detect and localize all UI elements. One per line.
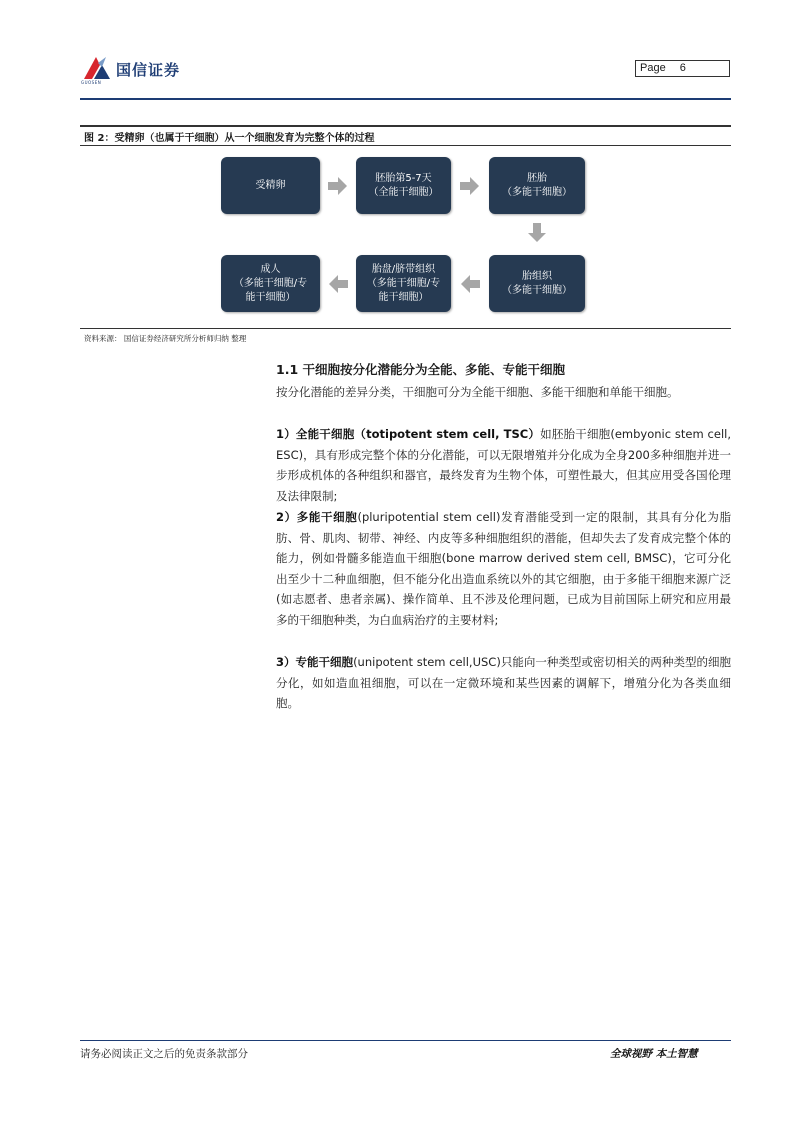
flow-box-line: （多能干细胞/专 xyxy=(366,277,441,289)
paragraph-unipotent xyxy=(276,652,731,714)
paragraph-body: (pluripotential stem cell)发育潜能受到一定的限制，其具有分化为脂肪、骨、肌肉、韧带、神经、内皮等多种细胞组织的潜能，但却失去了发育成完整个体的能力，例如骨髓多能造血干细胞(bone marrow derived stem cell, BMSC)，它可分化出至少十二种血细胞，但不能分化出造血系统以外的其它细胞，由于多能干细胞来源广泛(如志愿者、患者亲属)、操作简单、且不涉及伦理问题，已成为目前国际上研究和应用最多的干细胞种类，为白血病治疗的主要材料; xyxy=(276,510,731,627)
flow-box-line: 能干细胞） xyxy=(378,291,429,303)
arrow-right-icon xyxy=(328,176,348,196)
flow-box-line: 能干细胞） xyxy=(245,291,296,303)
arrow-down-icon xyxy=(527,223,547,243)
footer-rule xyxy=(80,1040,731,1041)
flow-box-line: （多能干细胞） xyxy=(502,284,572,296)
page-indicator xyxy=(635,60,730,77)
flow-box-line: （多能干细胞） xyxy=(502,186,572,198)
flow-box-zygote xyxy=(221,157,320,214)
logo-name-en: GUOSEN xyxy=(81,80,102,85)
paragraph-pluripotent xyxy=(276,507,731,630)
arrow-left-icon xyxy=(328,274,348,294)
footer-slogan: 全球视野 本土智慧 xyxy=(610,1048,698,1060)
flow-box-fetal-tissue xyxy=(489,255,585,312)
flow-box-line: 成人 xyxy=(260,263,281,275)
flow-box-adult xyxy=(221,255,320,312)
page-number: 6 xyxy=(679,62,686,74)
intro-paragraph: 按分化潜能的差异分类，干细胞可分为全能干细胞、多能干细胞和单能干细胞。 xyxy=(276,385,679,399)
flow-box-line: （全能干细胞） xyxy=(368,186,439,198)
logo-name: 国信证券 xyxy=(116,61,181,79)
flow-box-embryo xyxy=(489,157,585,214)
flow-box-line: 胎组织 xyxy=(522,270,552,282)
guosen-logo-icon xyxy=(82,55,112,81)
paragraph-totipotent xyxy=(276,424,731,506)
flow-box-placenta-cord xyxy=(356,255,451,312)
figure-source: 资料来源： 国信证券经济研究所分析师归纳 整理 xyxy=(84,334,247,343)
flow-box-line: 胚胎 xyxy=(527,172,547,184)
paragraph-body: (unipotent stem cell,USC)只能向一种类型或密切相关的两种类型的细胞分化，如如造血祖细胞，可以在一定微环境和某些因素的调解下，增殖分化为各类血细胞。 xyxy=(276,655,731,710)
paragraph-lead: 1）全能干细胞（totipotent stem cell, TSC） xyxy=(276,427,541,441)
section-heading: 1.1 干细胞按分化潜能分为全能、多能、专能干细胞 xyxy=(276,362,565,377)
arrow-left-icon xyxy=(460,274,480,294)
figure-title-rule xyxy=(80,145,731,146)
paragraph-lead: 2）多能干细胞 xyxy=(276,510,358,524)
header-rule xyxy=(80,98,731,100)
footer-disclaimer: 请务必阅读正文之后的免责条款部分 xyxy=(80,1048,248,1060)
flow-box-embryo-day5-7 xyxy=(356,157,451,214)
flow-box-line: 胎盘/脐带组织 xyxy=(371,263,436,275)
page-label: Page xyxy=(640,62,666,74)
arrow-right-icon xyxy=(460,176,480,196)
paragraph-lead: 3）专能干细胞 xyxy=(276,655,354,669)
paragraph-body: 如胚胎干细胞(embyonic stem cell, ESC)，具有形成完整个体的分化潜能，可以无限增殖并分化成为全身200多种细胞并进一步形成机体的各种组织和器官，最终发育为生物个体，可塑性最大，但其应用受各国伦理及法律限制; xyxy=(276,427,731,503)
figure-bottom-rule xyxy=(80,328,731,329)
figure-top-rule xyxy=(80,125,731,127)
flow-box-line: 受精卵 xyxy=(255,179,286,191)
flow-box-line: 胚胎第5-7天 xyxy=(375,172,432,184)
flow-box-line: （多能干细胞/专 xyxy=(233,277,308,289)
figure-title: 图 2：受精卵（也属于干细胞）从一个细胞发育为完整个体的过程 xyxy=(84,133,375,144)
